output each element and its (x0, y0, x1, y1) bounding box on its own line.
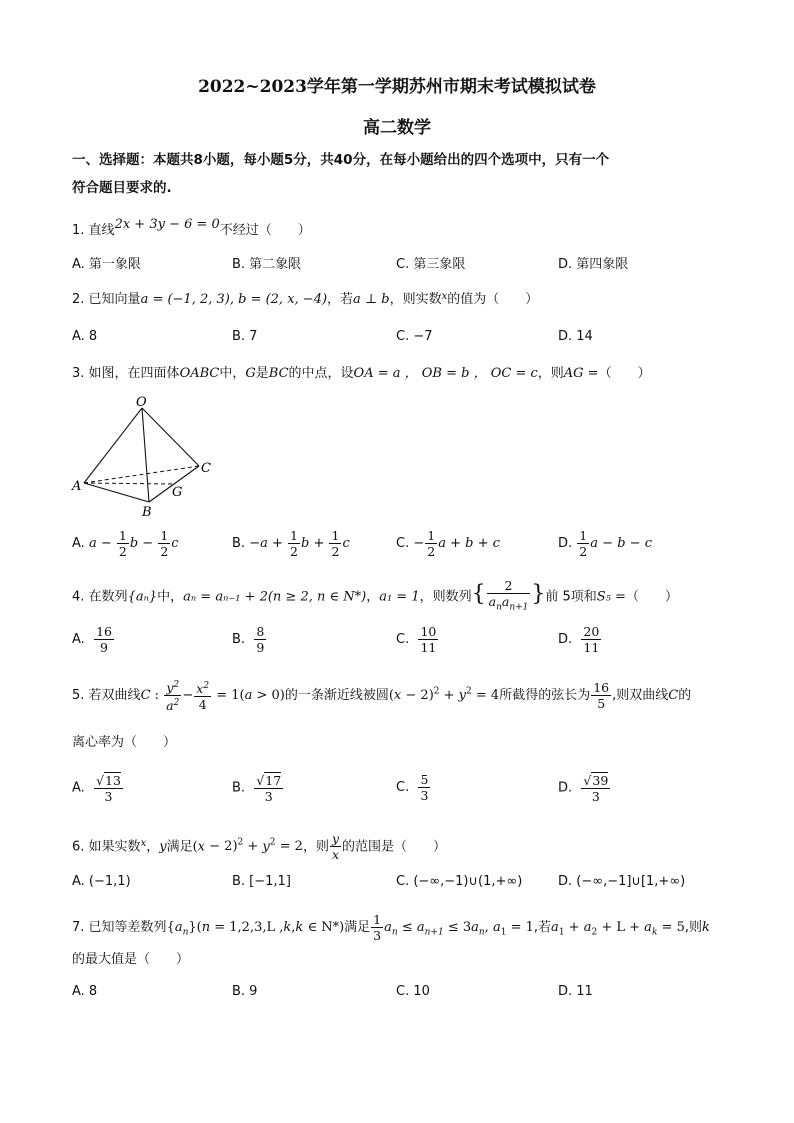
question-text: ， (366, 589, 380, 605)
question-7-line2: 的最大值是（ ） (72, 952, 190, 967)
option-d: D. $\frac{1}{2}$ a − b − c (558, 528, 652, 559)
math-expression: OA = a ， OB = b ， OC = c (353, 366, 538, 381)
option-a: A. 8 (72, 984, 98, 999)
question-text: 中， (157, 589, 184, 605)
option-b: B. [−1,1] (232, 874, 291, 889)
section-heading-line2: 符合题目要求的. (72, 180, 172, 196)
edge-ob (142, 408, 149, 502)
question-text: 满足 (166, 839, 193, 855)
option-c: C. $\frac{10}{11}$ (396, 624, 437, 655)
question-text: 直线 (88, 223, 115, 238)
question-number: 5. (72, 688, 85, 704)
question-3 (72, 364, 732, 384)
question-text: ，若 (327, 292, 354, 307)
question-number: 2. (72, 292, 85, 307)
question-text: 已知向量 (88, 292, 141, 307)
question-number: 3. (72, 366, 85, 381)
math-expression: 2x + 3y − 6 = 0 (114, 217, 220, 232)
question-number: 7. (72, 920, 85, 935)
option-c: C. 10 (396, 984, 430, 999)
option-b: B. 7 (232, 329, 258, 344)
question-text: ，则实数 (389, 292, 442, 307)
page-subtitle: 高二数学 (363, 118, 431, 138)
question-text: ,则 (684, 920, 702, 935)
question-number: 6. (72, 839, 85, 855)
option-a: A. $\frac{16}{9}$ (72, 624, 112, 655)
option-c: C. $\frac{5}{3}$ (396, 772, 429, 803)
segment-ag-hidden (84, 483, 174, 484)
question-number: 4. (72, 589, 85, 605)
option-b: B. 9 (232, 984, 258, 999)
option-a: A. 8 (72, 329, 98, 344)
question-text: 若双曲线 (88, 688, 141, 704)
question-text: 的 (678, 688, 692, 704)
question-text: 的范围是（ ） (342, 839, 447, 855)
question-text: 前 5项和 (545, 589, 597, 605)
math-variable: G (245, 366, 256, 381)
option-b: B. −a + $\frac{1}{2}$ b + $\frac{1}{2}$ c (232, 528, 350, 559)
math-expression: a ⊥ b (353, 292, 390, 307)
question-4: 4. 在数列{aₙ}中，aₙ = aₙ₋₁ + 2(n ≥ 2, n ∈ N*)，a₁ = 1，则数列{ $\frac{2}{a_na_{n+1}}$ }前 5项和S₅ =（ ） (72, 578, 678, 613)
edge-oc (142, 408, 199, 466)
vertex-label-b: B (142, 505, 152, 520)
math-expression: a₁ = 1 (379, 589, 420, 605)
question-text: 是 (255, 366, 269, 381)
question-text: ，则 (302, 839, 329, 855)
option-d: D. $\frac{20}{11}$ (558, 624, 600, 655)
math-expression: AG = (563, 366, 599, 381)
option-letter: A. (72, 536, 85, 551)
question-text: （ ） (598, 366, 651, 381)
section-heading-line1: 一、选择题：本题共8小题，每小题5分，共40分，在每小题给出的四个选项中，只有一个 (72, 152, 610, 168)
question-text: 如图，在四面体 (88, 366, 180, 381)
section-heading (72, 146, 722, 202)
question-text: ,若 (533, 920, 552, 935)
question-text: 已知等差数列 (88, 920, 167, 935)
option-b: B. $\frac{8}{9}$ (232, 624, 265, 655)
vertex-label-a: A (72, 479, 82, 494)
option-c: C. − $\frac{1}{2}$ a + b + c (396, 528, 500, 559)
tetrahedron-figure (68, 392, 228, 520)
question-text: ,则双曲线 (612, 688, 669, 704)
question-1 (72, 217, 732, 241)
question-text: ， (146, 839, 160, 855)
option-d: D. 11 (558, 984, 593, 999)
edge-ab (84, 483, 149, 502)
edge-oa (84, 408, 142, 483)
question-text: 的值为（ ） (447, 292, 539, 307)
option-c: C. 第三象限 (396, 257, 466, 272)
option-b: B. 第二象限 (232, 257, 302, 272)
math-variable: x (441, 291, 448, 302)
option-c: C. −7 (396, 329, 433, 344)
option-d: D. (−∞,−1]∪[1,+∞) (558, 874, 686, 889)
page-title: 2022~2023学年第一学期苏州市期末考试模拟试卷 (198, 77, 596, 97)
option-d: D. $\frac{√39}{3}$ (558, 773, 609, 804)
vertex-label-c: C (201, 461, 211, 476)
question-text: 如果实数 (88, 839, 141, 855)
question-2 (72, 290, 732, 311)
question-5-line2: 离心率为（ ） (72, 735, 177, 750)
option-letter: C. (396, 536, 410, 551)
question-7: 7. 已知等差数列$\{a_n\}(n = 1,2,3,L$ ,k,k ∈ N*)满足 $\frac{1}{3}$ $a_n \le a_{n+1} \le 3a_n$, $a_1 = 1$,若$a_1 + a_2 + L + a_k = 5$,则k (72, 912, 710, 943)
math-expression: {aₙ} (127, 589, 158, 605)
math-expression: BC (268, 366, 289, 381)
math-expression: aₙ = aₙ₋₁ + 2(n ≥ 2, n ∈ N*) (183, 589, 367, 605)
option-d: D. 14 (558, 329, 593, 344)
question-text: 不经过（ ） (219, 223, 311, 238)
question-text: 中， (219, 366, 246, 381)
math-expression: a = (−1, 2, 3), b = (2, x, −4) (140, 292, 328, 307)
question-text: （ ） (625, 589, 678, 605)
question-text: 的一条渐近线被圆 (284, 688, 389, 704)
question-6: 6. 如果实数$^x$，y满足$(x - 2)^2 + y^2 = 2$，则 $\frac{y}{x}$ 的范围是（ ） (72, 831, 447, 863)
question-text: 的中点，设 (288, 366, 354, 381)
option-c: C. (−∞,−1)∪(1,+∞) (396, 874, 523, 889)
question-text: ，则数列 (419, 589, 472, 605)
question-5: 5. 若双曲线C : $\frac{y^2}{a^2}$ − $\frac{x^2}{4}$ = 1(a > 0)的一条渐近线被圆$(x - 2)^2 + y^2 = 4$所截得的弦长为 $\frac{16}{5}$ ,则双曲线C的 (72, 680, 692, 714)
option-b: B. $\frac{√17}{3}$ (232, 773, 282, 804)
option-a: A. (−1,1) (72, 874, 131, 889)
question-text: 所截得的弦长为 (499, 688, 591, 704)
vertex-label-o: O (136, 395, 147, 410)
question-text: ，则 (537, 366, 564, 381)
point-label-g: G (172, 485, 183, 500)
option-d: D. 第四象限 (558, 257, 629, 272)
option-letter: D. (558, 536, 573, 551)
question-number: 1. (72, 223, 85, 238)
question-text: 在数列 (88, 589, 128, 605)
option-a: A. 第一象限 (72, 257, 141, 272)
question-text: 满足 (344, 920, 371, 935)
option-a: A. a − $\frac{1}{2}$ b − $\frac{1}{2}$ c (72, 528, 179, 559)
math-expression: OABC (179, 366, 220, 381)
option-letter: B. (232, 536, 246, 551)
option-a: A. $\frac{√13}{3}$ (72, 773, 121, 804)
math-expression: S₅ = (596, 589, 626, 605)
edge-ac-hidden (84, 466, 199, 483)
